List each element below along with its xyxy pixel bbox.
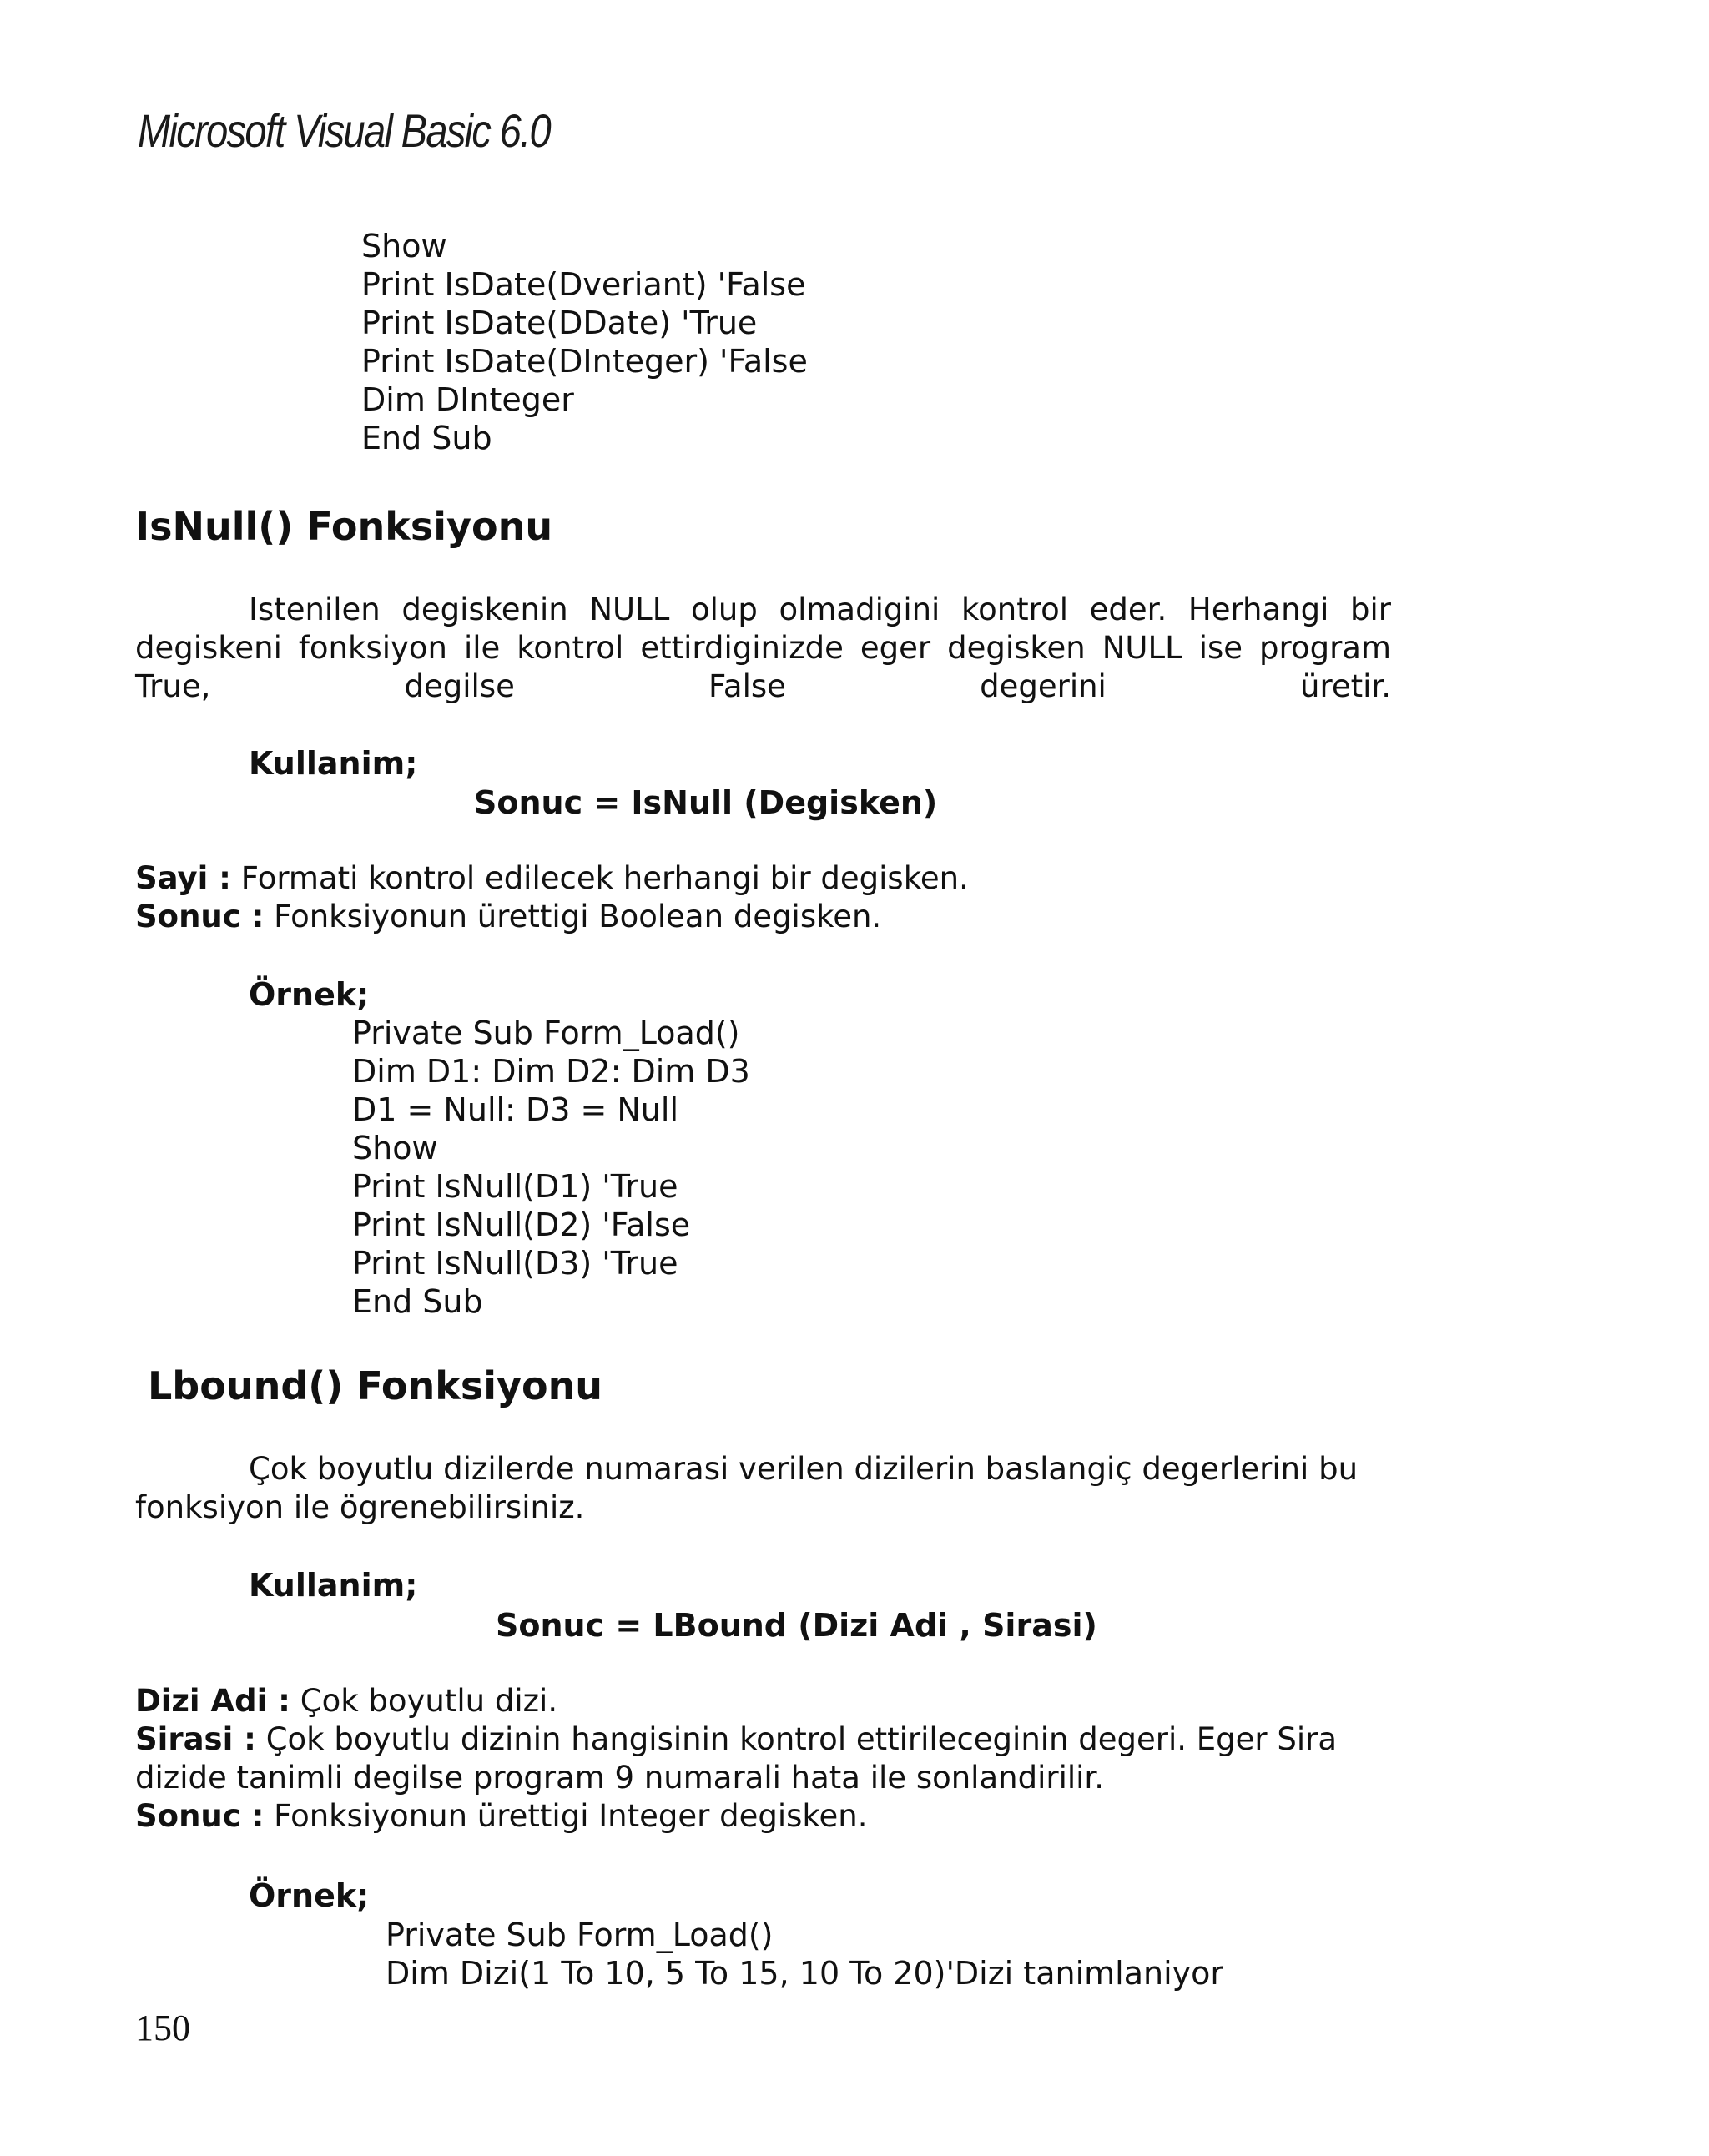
paragraph-line	[135, 667, 1391, 706]
code-line: Dim D1: Dim D2: Dim D3	[352, 1053, 750, 1090]
isnull-paragraph	[135, 591, 1391, 706]
book-title: Microsoft Visual Basic 6.0	[138, 104, 551, 157]
definition-item	[135, 1797, 1337, 1836]
code-line: Print IsDate(DDate) 'True	[361, 305, 758, 341]
definition-term: Sonuc :	[135, 1798, 265, 1834]
definition-term: Sirasi :	[135, 1721, 256, 1757]
code-line: Print IsDate(DInteger) 'False	[361, 343, 808, 380]
lbound-example-code	[386, 1916, 1223, 1992]
definition-term: Dizi Adi :	[135, 1683, 290, 1719]
code-line: Show	[361, 228, 447, 264]
definition-item	[135, 898, 969, 936]
isnull-heading: IsNull() Fonksiyonu	[135, 504, 553, 549]
definition-item	[135, 1720, 1337, 1759]
code-line: Print IsNull(D3) 'True	[352, 1245, 678, 1282]
code-line: Private Sub Form_Load()	[352, 1015, 740, 1051]
paragraph-line: Istenilen degiskenin NULL olup olmadigini kontrol eder. Herhangi bir	[249, 592, 1391, 627]
definition-text: Fonksiyonun ürettigi Integer degisken.	[264, 1798, 868, 1834]
definition-term: Sayi :	[135, 860, 231, 896]
definition-item	[135, 859, 969, 898]
paragraph-word: degerini	[980, 668, 1107, 704]
isnull-example-label: Örnek;	[249, 976, 370, 1013]
paragraph-line: fonksiyon ile ögrenebilirsiniz.	[135, 1489, 585, 1525]
isnull-definitions	[135, 859, 969, 936]
lbound-example-label: Örnek;	[249, 1877, 370, 1914]
lbound-definitions	[135, 1682, 1337, 1836]
definition-item	[135, 1759, 1337, 1797]
paragraph-line: degiskeni fonksiyon ile kontrol ettirdiginizde eger degisken NULL ise program	[135, 630, 1391, 666]
code-block-top	[361, 227, 808, 457]
definition-text: Çok boyutlu dizi.	[290, 1683, 558, 1719]
paragraph-word: degilse	[404, 668, 515, 704]
code-line: Dim DInteger	[361, 381, 574, 418]
isnull-example-code	[352, 1014, 750, 1321]
isnull-usage-label: Kullanim;	[249, 745, 418, 782]
code-line: Show	[352, 1130, 438, 1166]
paragraph-word: üretir.	[1300, 668, 1391, 704]
lbound-usage-formula: Sonuc = LBound (Dizi Adi , Sirasi)	[496, 1607, 1097, 1644]
definition-term: Sonuc :	[135, 899, 265, 934]
code-line: D1 = Null: D3 = Null	[352, 1091, 679, 1128]
definition-text: Fonksiyonun ürettigi Boolean degisken.	[264, 899, 882, 934]
code-line: Print IsDate(Dveriant) 'False	[361, 266, 806, 303]
isnull-usage-formula: Sonuc = IsNull (Degisken)	[474, 784, 938, 821]
definition-text: dizide tanimli degilse program 9 numarali hata ile sonlandirilir.	[135, 1760, 1104, 1796]
code-line: End Sub	[352, 1283, 483, 1320]
page-number: 150	[135, 2007, 190, 2048]
lbound-heading: Lbound() Fonksiyonu	[148, 1363, 603, 1408]
definition-text: Çok boyutlu dizinin hangisinin kontrol ettirileceginin degeri. Eger Sira	[255, 1721, 1338, 1757]
definition-text: Formati kontrol edilecek herhangi bir degisken.	[230, 860, 969, 896]
lbound-paragraph	[135, 1450, 1391, 1527]
definition-item	[135, 1682, 1337, 1720]
lbound-usage-label: Kullanim;	[249, 1567, 418, 1604]
code-line: Private Sub Form_Load()	[386, 1917, 774, 1953]
code-line: Dim Dizi(1 To 10, 5 To 15, 10 To 20)'Dizi tanimlaniyor	[386, 1955, 1223, 1992]
paragraph-line: Çok boyutlu dizilerde numarasi verilen dizilerin baslangiç degerlerini bu	[249, 1451, 1359, 1487]
paragraph-word: True,	[135, 668, 211, 704]
code-line: Print IsNull(D1) 'True	[352, 1168, 678, 1205]
code-line: Print IsNull(D2) 'False	[352, 1206, 691, 1243]
paragraph-word: False	[708, 668, 786, 704]
code-line: End Sub	[361, 420, 492, 456]
